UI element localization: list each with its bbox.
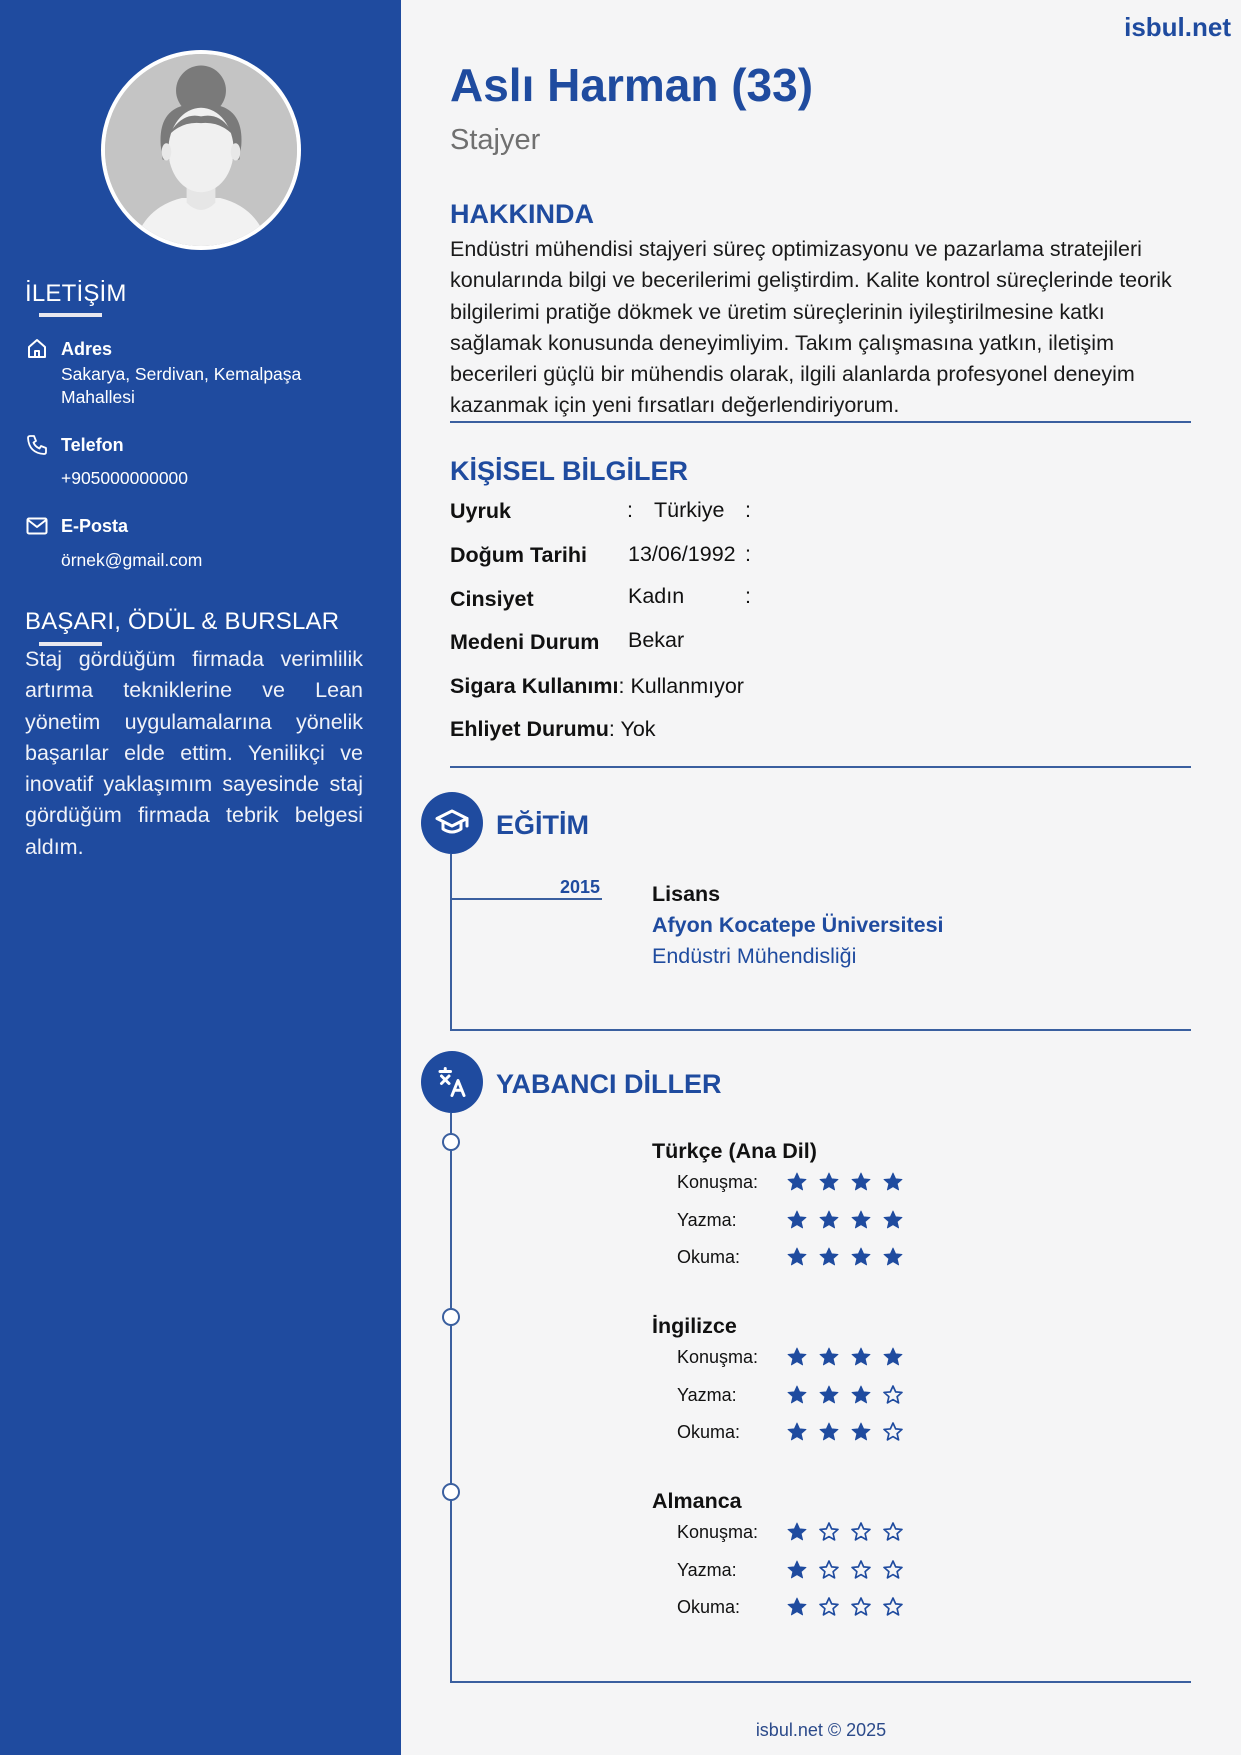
star-rating (786, 1209, 904, 1231)
star-empty-icon (882, 1596, 904, 1618)
timeline-dot (442, 1133, 460, 1151)
timeline-dot (442, 1483, 460, 1501)
star-filled-icon (882, 1346, 904, 1368)
star-empty-icon (882, 1384, 904, 1406)
mail-icon (25, 514, 49, 538)
education-school: Afyon Kocatepe Üniversitesi (652, 913, 944, 937)
skill-label: Okuma: (677, 1422, 741, 1442)
skill-label: Yazma: (677, 1559, 737, 1580)
personal-value: Kadın (628, 584, 685, 608)
skill-label: Okuma: (677, 1597, 741, 1617)
star-filled-icon (818, 1384, 840, 1406)
personal-key: Doğum Tarihi (450, 543, 587, 567)
female-avatar-placeholder-icon (105, 54, 297, 246)
star-filled-icon (786, 1246, 808, 1268)
star-filled-icon (850, 1171, 872, 1193)
skill-label: Yazma: (677, 1209, 737, 1230)
star-filled-icon (786, 1521, 808, 1543)
personal-key: Ehliyet Durumu (450, 717, 609, 741)
divider (450, 1029, 1191, 1031)
contact-label: Telefon (61, 435, 124, 455)
star-rating (786, 1421, 904, 1443)
translate-icon (434, 1064, 470, 1100)
star-filled-icon (850, 1346, 872, 1368)
address-line-1: Sakarya, Serdivan, Kemalpaşa (61, 364, 302, 384)
phone-value[interactable]: +905000000000 (61, 468, 189, 488)
personal-info-heading: KİŞİSEL BİLGİLER (450, 456, 689, 486)
divider (450, 766, 1191, 768)
star-filled-icon (882, 1171, 904, 1193)
colon: : (745, 584, 751, 608)
star-filled-icon (786, 1421, 808, 1443)
star-empty-icon (850, 1596, 872, 1618)
star-filled-icon (786, 1171, 808, 1193)
personal-row-marital (450, 630, 599, 655)
skill-label: Yazma: (677, 1384, 737, 1405)
phone-icon (25, 433, 49, 457)
star-empty-icon (882, 1559, 904, 1581)
star-filled-icon (818, 1171, 840, 1193)
star-rating (786, 1246, 904, 1268)
personal-row-gender (450, 587, 534, 612)
colon: : (608, 717, 615, 741)
sidebar (0, 0, 401, 1755)
address-line-2: Mahallesi (61, 387, 135, 407)
education-degree: Lisans (652, 882, 721, 906)
personal-row-smoking (450, 674, 744, 699)
languages-timeline-line (450, 1113, 452, 1683)
star-rating (786, 1171, 904, 1193)
personal-key: Cinsiyet (450, 587, 534, 611)
achievements-text: Staj gördüğüm firmada verimlilik artırma tekniklerine ve Lean yönetim uygulamalarına yönelik başarılar elde ettim. Yenilikçi ve inovatif yaklaşımım sayesinde staj gördüğüm firmada tebrik belgesi aldım. (25, 647, 363, 859)
skill-label: Konuşma: (677, 1172, 759, 1192)
skill-label: Okuma: (677, 1247, 741, 1267)
star-filled-icon (818, 1346, 840, 1368)
contact-label: E-Posta (61, 516, 129, 536)
language-name: İngilizce (652, 1314, 737, 1338)
star-filled-icon (882, 1209, 904, 1231)
star-filled-icon (850, 1384, 872, 1406)
contact-heading-underline (39, 313, 102, 317)
star-empty-icon (818, 1596, 840, 1618)
brand-logo[interactable]: isbul.net (1124, 12, 1231, 42)
personal-row-nationality (450, 499, 511, 524)
personal-value: Yok (620, 717, 656, 741)
about-text: Endüstri mühendisi stajyeri süreç optimizasyonu ve pazarlama stratejileri konularında bilgi ve becerilerimi geliştirdim. Kalite kontrol süreçlerinde teorik bilgilerimi pratiğe dökmek ve üretim süreçlerinin iyileştirilmesine katkı sağlamak konusunda deneyimliyim. Takım çalışmasına yatkın, iletişim becerileri güçlü bir mühendis olarak, ilgili alanlarda profesyonel deneyim kazanmak için yeni fırsatları değerlendiriyorum. (450, 237, 1172, 418)
home-icon (25, 337, 49, 361)
star-filled-icon (850, 1421, 872, 1443)
star-empty-icon (882, 1421, 904, 1443)
personal-row-birthdate (450, 543, 587, 568)
star-filled-icon (818, 1421, 840, 1443)
education-department: Endüstri Mühendisliği (652, 944, 857, 968)
star-empty-icon (850, 1559, 872, 1581)
personal-key: Uyruk (450, 499, 511, 523)
colon: : (627, 498, 633, 522)
graduation-cap-icon (434, 805, 470, 841)
divider (450, 421, 1191, 423)
colon: : (745, 498, 751, 522)
star-empty-icon (818, 1559, 840, 1581)
star-rating (786, 1384, 904, 1406)
languages-icon-badge (421, 1051, 483, 1113)
star-rating (786, 1346, 904, 1368)
personal-row-license (450, 717, 656, 742)
avatar (101, 50, 301, 250)
email-value[interactable]: örnek@gmail.com (61, 550, 203, 570)
education-year-line (451, 898, 602, 900)
skill-label: Konuşma: (677, 1522, 759, 1542)
star-empty-icon (850, 1521, 872, 1543)
candidate-name: Aslı Harman (33) (450, 59, 814, 111)
personal-key: Medeni Durum (450, 630, 600, 654)
star-filled-icon (850, 1246, 872, 1268)
skill-label: Konuşma: (677, 1347, 759, 1367)
star-filled-icon (786, 1559, 808, 1581)
contact-label: Adres (61, 339, 113, 359)
education-icon-badge (421, 792, 483, 854)
about-heading: HAKKINDA (450, 199, 594, 229)
personal-value: Türkiye (654, 498, 725, 522)
personal-value: Kullanmıyor (630, 674, 744, 698)
personal-key: Sigara Kullanımı (450, 674, 619, 698)
star-rating (786, 1521, 904, 1543)
languages-heading: YABANCI DİLLER (496, 1069, 722, 1099)
contact-heading: İLETİŞİM (25, 280, 127, 307)
star-filled-icon (786, 1384, 808, 1406)
education-heading: EĞİTİM (496, 810, 589, 840)
colon: : (618, 674, 625, 698)
language-name: Almanca (652, 1489, 742, 1513)
achievements-heading: BAŞARI, ÖDÜL & BURSLAR (25, 608, 340, 635)
star-filled-icon (786, 1346, 808, 1368)
star-filled-icon (786, 1209, 808, 1231)
footer: isbul.net © 2025 (755, 1720, 887, 1740)
star-rating (786, 1596, 904, 1618)
star-filled-icon (818, 1209, 840, 1231)
star-rating (786, 1559, 904, 1581)
timeline-dot (442, 1308, 460, 1326)
personal-value: 13/06/1992 (628, 542, 736, 566)
colon: : (745, 542, 751, 566)
education-timeline-line (450, 854, 452, 1031)
education-year: 2015 (560, 877, 601, 897)
star-filled-icon (786, 1596, 808, 1618)
personal-value: Bekar (628, 628, 685, 652)
star-filled-icon (850, 1209, 872, 1231)
candidate-title: Stajyer (450, 124, 541, 156)
language-name: Türkçe (Ana Dil) (652, 1139, 817, 1163)
star-filled-icon (818, 1246, 840, 1268)
star-empty-icon (818, 1521, 840, 1543)
star-filled-icon (882, 1246, 904, 1268)
star-empty-icon (882, 1521, 904, 1543)
divider (450, 1681, 1191, 1683)
